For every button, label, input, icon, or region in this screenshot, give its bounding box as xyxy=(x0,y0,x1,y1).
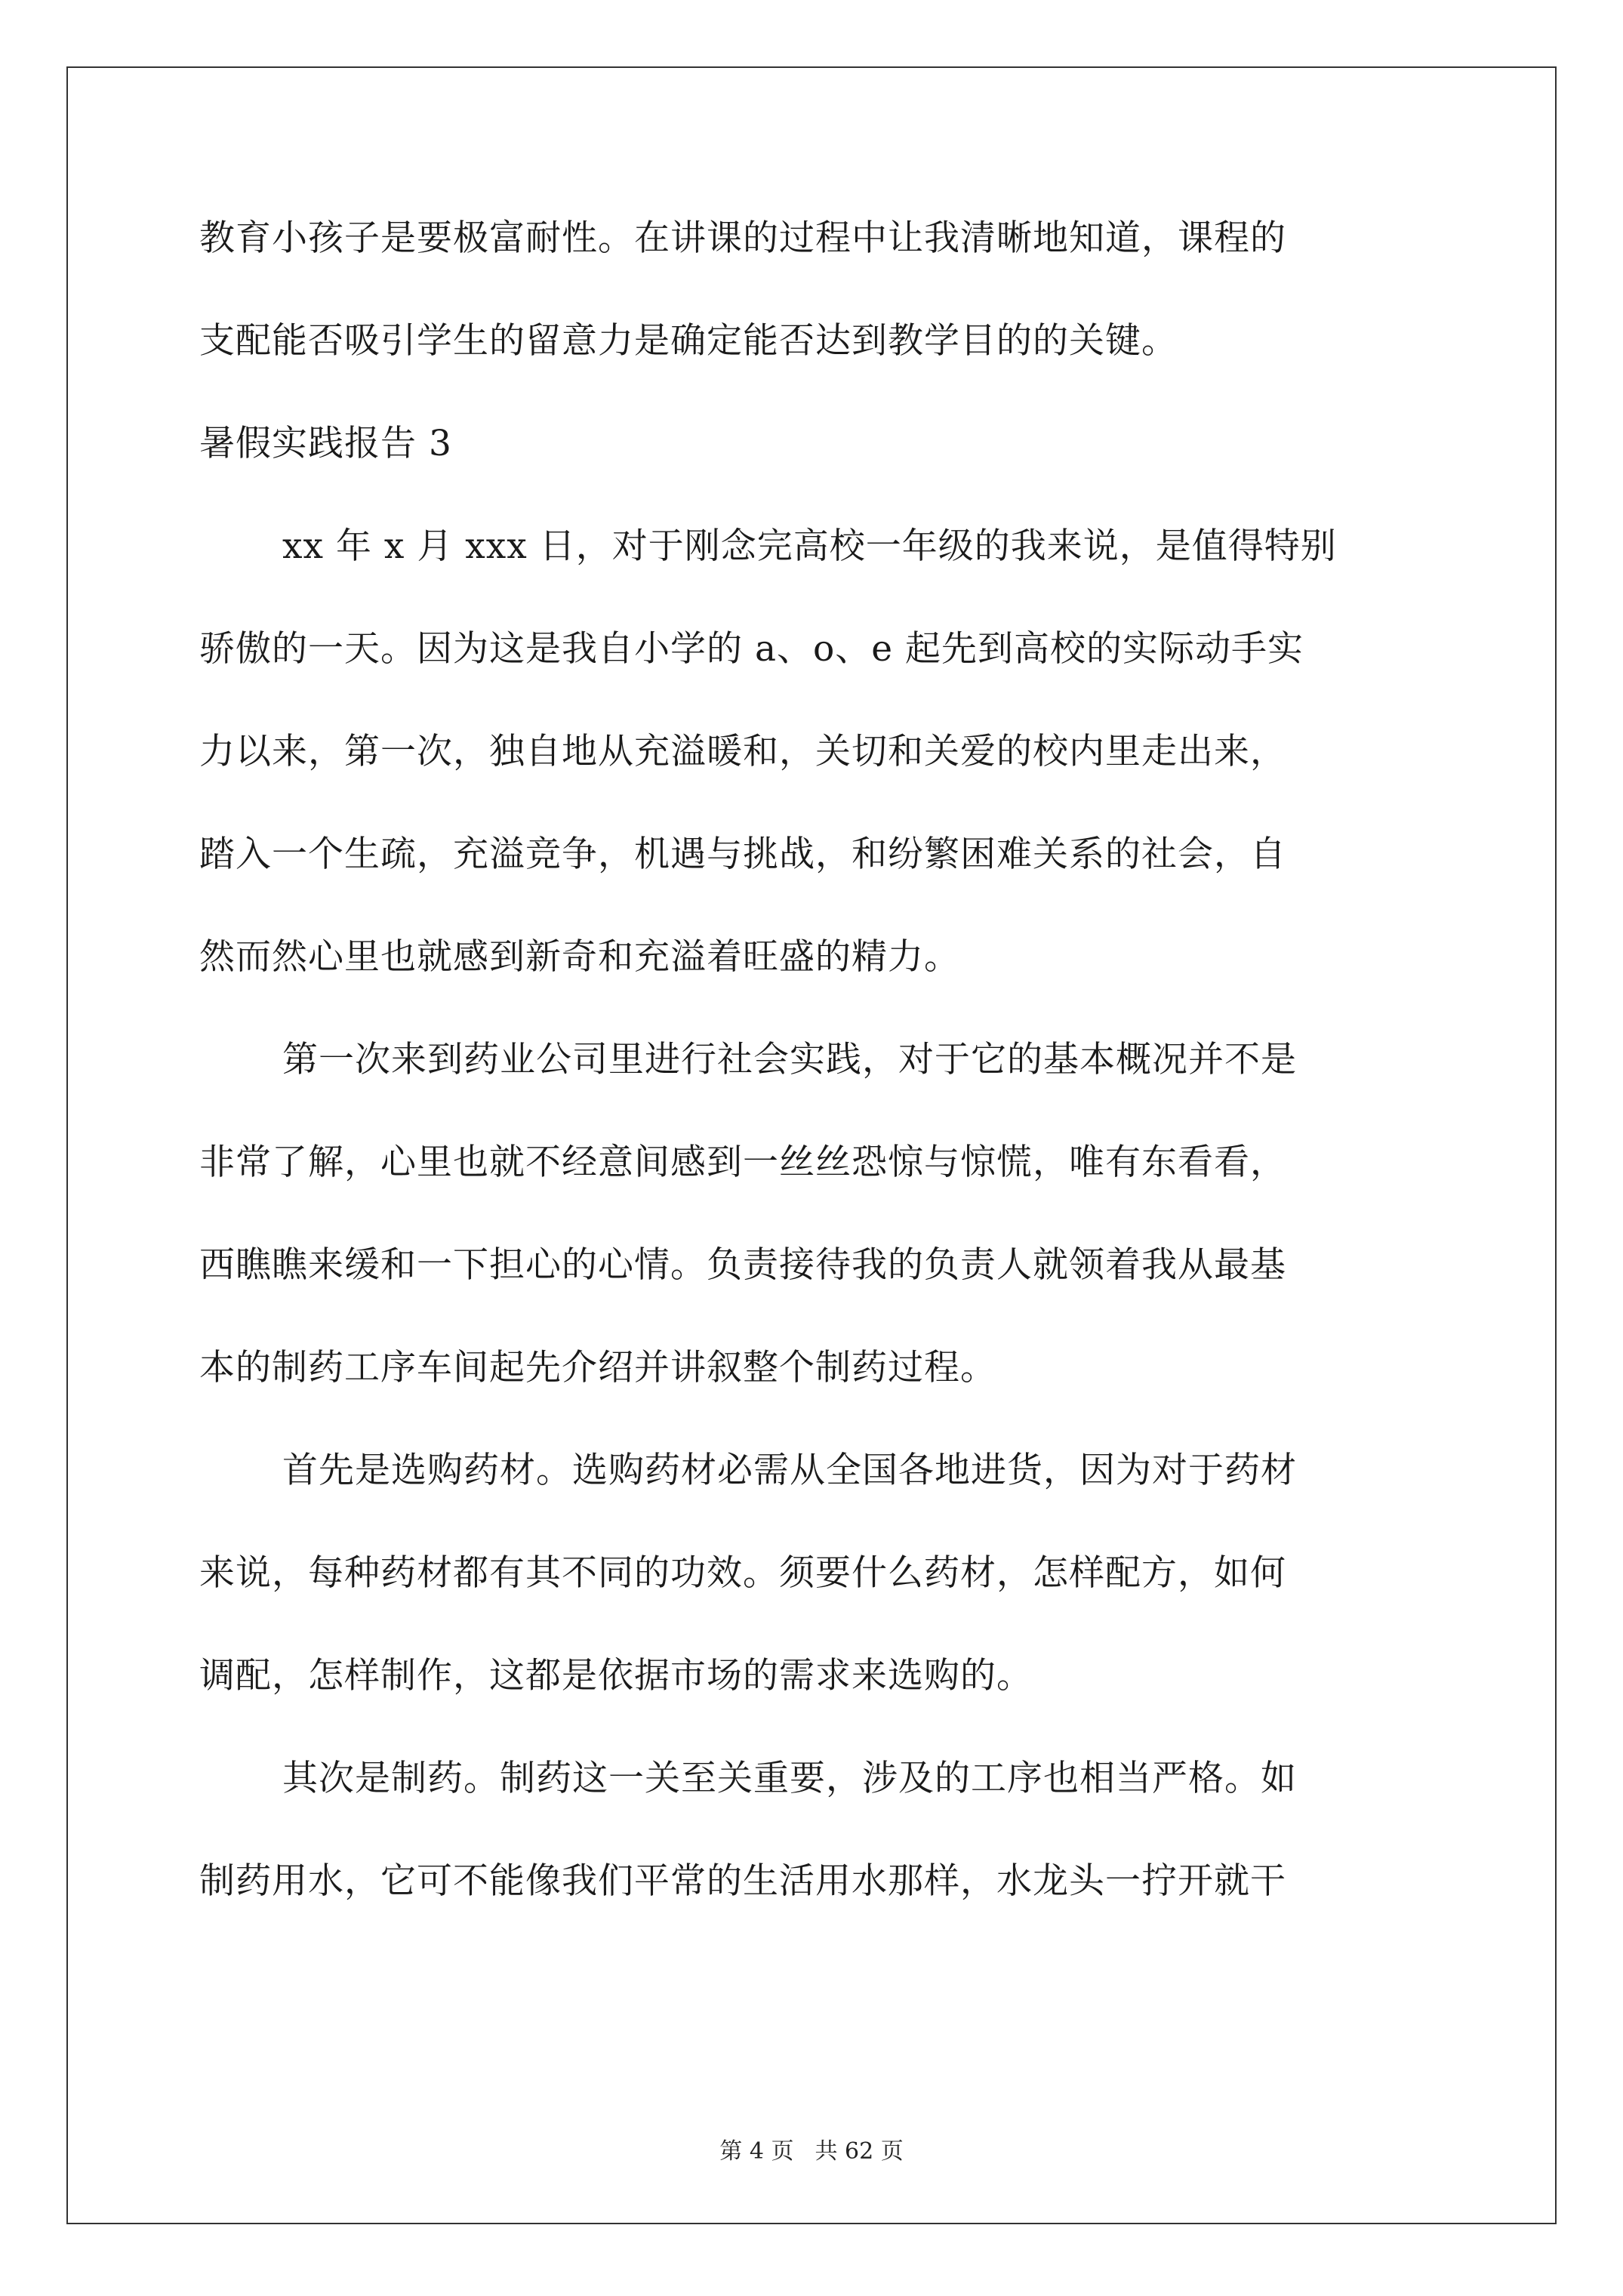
page-footer xyxy=(0,2137,1623,2167)
page-total: 共 62 页 xyxy=(815,2138,904,2165)
text-line: xx 年 x 月 xxx 日，对于刚念完高校一年级的我来说，是值得特别 xyxy=(282,525,1337,567)
text-line: 踏入一个生疏，充溢竞争，机遇与挑战，和纷繁困难关系的社会，自 xyxy=(199,834,1286,875)
text-line: 教育小孩子是要极富耐性。在讲课的过程中让我清晰地知道，课程的 xyxy=(199,217,1286,259)
text-line: 其次是制药。制药这一关至关重要，涉及的工序也相当严格。如 xyxy=(282,1758,1297,1799)
text-line: 骄傲的一天。因为这是我自小学的 a、o、e 起先到高校的实际动手实 xyxy=(199,628,1304,670)
document-body xyxy=(199,216,1430,1962)
text-line: 首先是选购药材。选购药材必需从全国各地进货，因为对于药材 xyxy=(282,1450,1297,1491)
text-line: 然而然心里也就感到新奇和充溢着旺盛的精力。 xyxy=(199,936,960,978)
text-line: 力以来，第一次，独自地从充溢暖和，关切和关爱的校内里走出来， xyxy=(199,731,1286,772)
section-heading: 暑假实践报告 3 xyxy=(199,423,452,464)
text-line: 调配，怎样制作，这都是依据市场的需求来选购的。 xyxy=(199,1655,1033,1697)
text-line: 支配能否吸引学生的留意力是确定能否达到教学目的的关键。 xyxy=(199,320,1178,362)
text-line: 西瞧瞧来缓和一下担心的心情。负责接待我的负责人就领着我从最基 xyxy=(199,1244,1286,1286)
text-line: 来说，每种药材都有其不同的功效。须要什么药材，怎样配方，如何 xyxy=(199,1552,1286,1594)
text-line: 本的制药工序车间起先介绍并讲叙整个制药过程。 xyxy=(199,1347,996,1388)
text-line: 非常了解，心里也就不经意间感到一丝丝恐惊与惊慌，唯有东看看， xyxy=(199,1142,1286,1183)
text-line: 制药用水，它可不能像我们平常的生活用水那样，水龙头一拧开就干 xyxy=(199,1860,1286,1902)
text-line: 第一次来到药业公司里进行社会实践，对于它的基本概况并不是 xyxy=(282,1039,1297,1080)
page-number: 第 4 页 xyxy=(719,2138,794,2165)
